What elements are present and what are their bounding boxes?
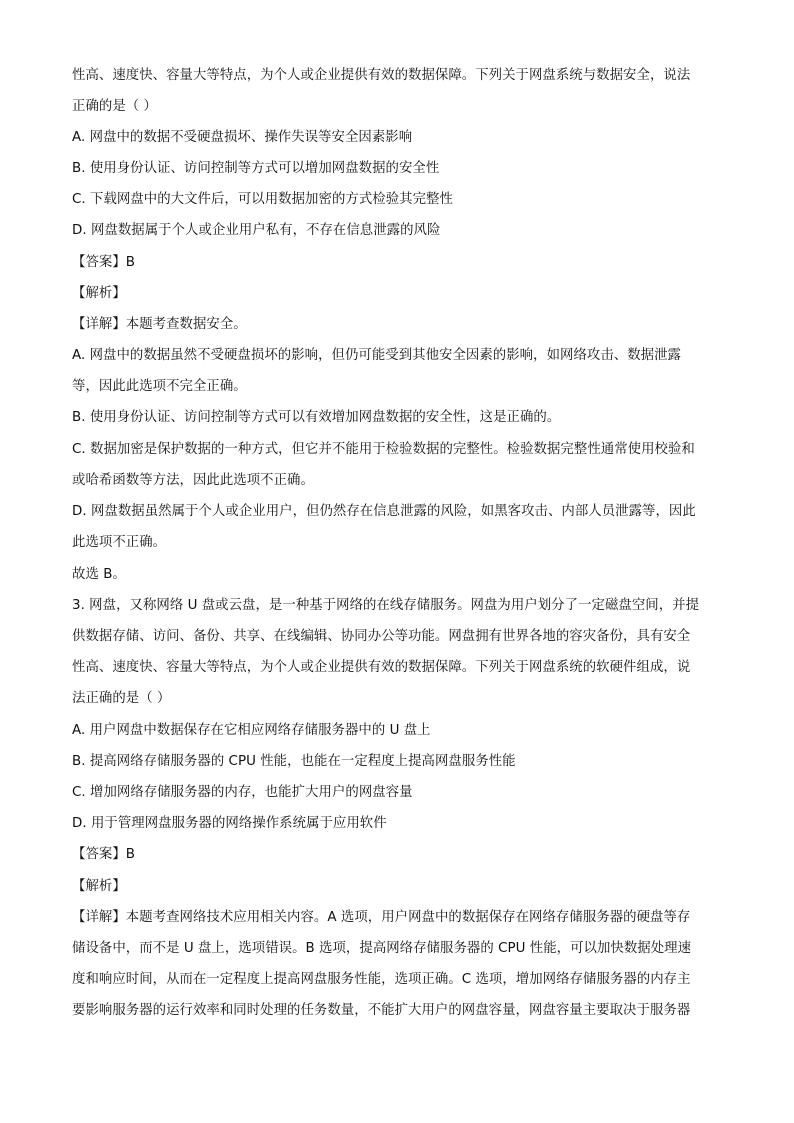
q3-option-d: D. 用于管理网盘服务器的网络操作系统属于应用软件 <box>72 816 387 831</box>
q3-answer: 【答案】B <box>72 847 135 862</box>
q2-explanation-line-3: B. 使用身份认证、访问控制等方式可以有效增加网盘数据的安全性，这是正确的。 <box>72 410 561 425</box>
q3-stem-line-4: 法正确的是（ ） <box>72 691 171 706</box>
q2-explanation-line-1: A. 网盘中的数据虽然不受硬盘损坏的影响，但仍可能受到其他安全因素的影响，如网络攻击、数据泄露 <box>72 348 681 363</box>
q3-option-c: C. 增加网络存储服务器的内存，也能扩大用户的网盘容量 <box>72 785 413 800</box>
q3-detail-line-2: 储设备中，而不是 U 盘上，选项错误。B 选项，提高网络存储服务器的 CPU 性能，可以加快数据处理速 <box>72 941 692 956</box>
q2-stem-line-1: 性高、速度快、容量大等特点，为个人或企业提供有效的数据保障。下列关于网盘系统与数据安全，说法 <box>72 68 691 83</box>
q3-option-b: B. 提高网络存储服务器的 CPU 性能，也能在一定程度上提高网盘服务性能 <box>72 754 516 769</box>
q3-detail-line-1: 【详解】本题考查网络技术应用相关内容。A 选项，用户网盘中的数据保存在网络存储服务器的硬盘等存 <box>72 910 691 925</box>
q3-stem-line-1: 3. 网盘，又称网络 U 盘或云盘，是一种基于网络的在线存储服务。网盘为用户划分了一定磁盘空间，并提 <box>72 598 700 613</box>
q2-explanation-line-4: C. 数据加密是保护数据的一种方式，但它并不能用于检验数据的完整性。检验数据完整性通常使用校验和 <box>72 442 695 457</box>
q3-option-a: A. 用户网盘中数据保存在它相应网络存储服务器中的 U 盘上 <box>72 723 431 738</box>
q2-explanation-line-7: 此选项不正确。 <box>72 535 167 550</box>
q2-answer: 【答案】B <box>72 255 135 270</box>
q3-analysis-heading: 【解析】 <box>72 879 126 894</box>
q2-option-d: D. 网盘数据属于个人或企业用户私有，不存在信息泄露的风险 <box>72 223 441 238</box>
q2-explanation-line-6: D. 网盘数据虽然属于个人或企业用户，但仍然存在信息泄露的风险，如黑客攻击、内部人员泄露等，因此 <box>72 504 696 519</box>
q2-option-c: C. 下载网盘中的大文件后，可以用数据加密的方式检验其完整性 <box>72 192 453 207</box>
q2-analysis-heading: 【解析】 <box>72 286 126 301</box>
q2-option-a: A. 网盘中的数据不受硬盘损坏、操作失误等安全因素影响 <box>72 130 413 145</box>
q3-stem-line-2: 供数据存储、访问、备份、共享、在线编辑、协同办公等功能。网盘拥有世界各地的容灾备份，具有安全 <box>72 629 691 644</box>
q3-stem-line-3: 性高、速度快、容量大等特点，为个人或企业提供有效的数据保障。下列关于网盘系统的软硬件组成，说 <box>72 660 691 675</box>
q2-conclusion: 故选 B。 <box>72 567 126 582</box>
q3-detail-line-3: 度和响应时间，从而在一定程度上提高网盘服务性能，选项正确。C 选项，增加网络存储服务器的内存主 <box>72 972 691 987</box>
q2-option-b: B. 使用身份认证、访问控制等方式可以增加网盘数据的安全性 <box>72 161 440 176</box>
q2-detail: 【详解】本题考查数据安全。 <box>72 317 247 332</box>
q2-explanation-line-2: 等，因此此选项不完全正确。 <box>72 379 247 394</box>
q2-stem-line-2: 正确的是（ ） <box>72 99 157 114</box>
q2-explanation-line-5: 或哈希函数等方法，因此此选项不正确。 <box>72 473 314 488</box>
q3-detail-line-4: 要影响服务器的运行效率和同时处理的任务数量，不能扩大用户的网盘容量，网盘容量主要取决于服务器 <box>72 1003 691 1018</box>
